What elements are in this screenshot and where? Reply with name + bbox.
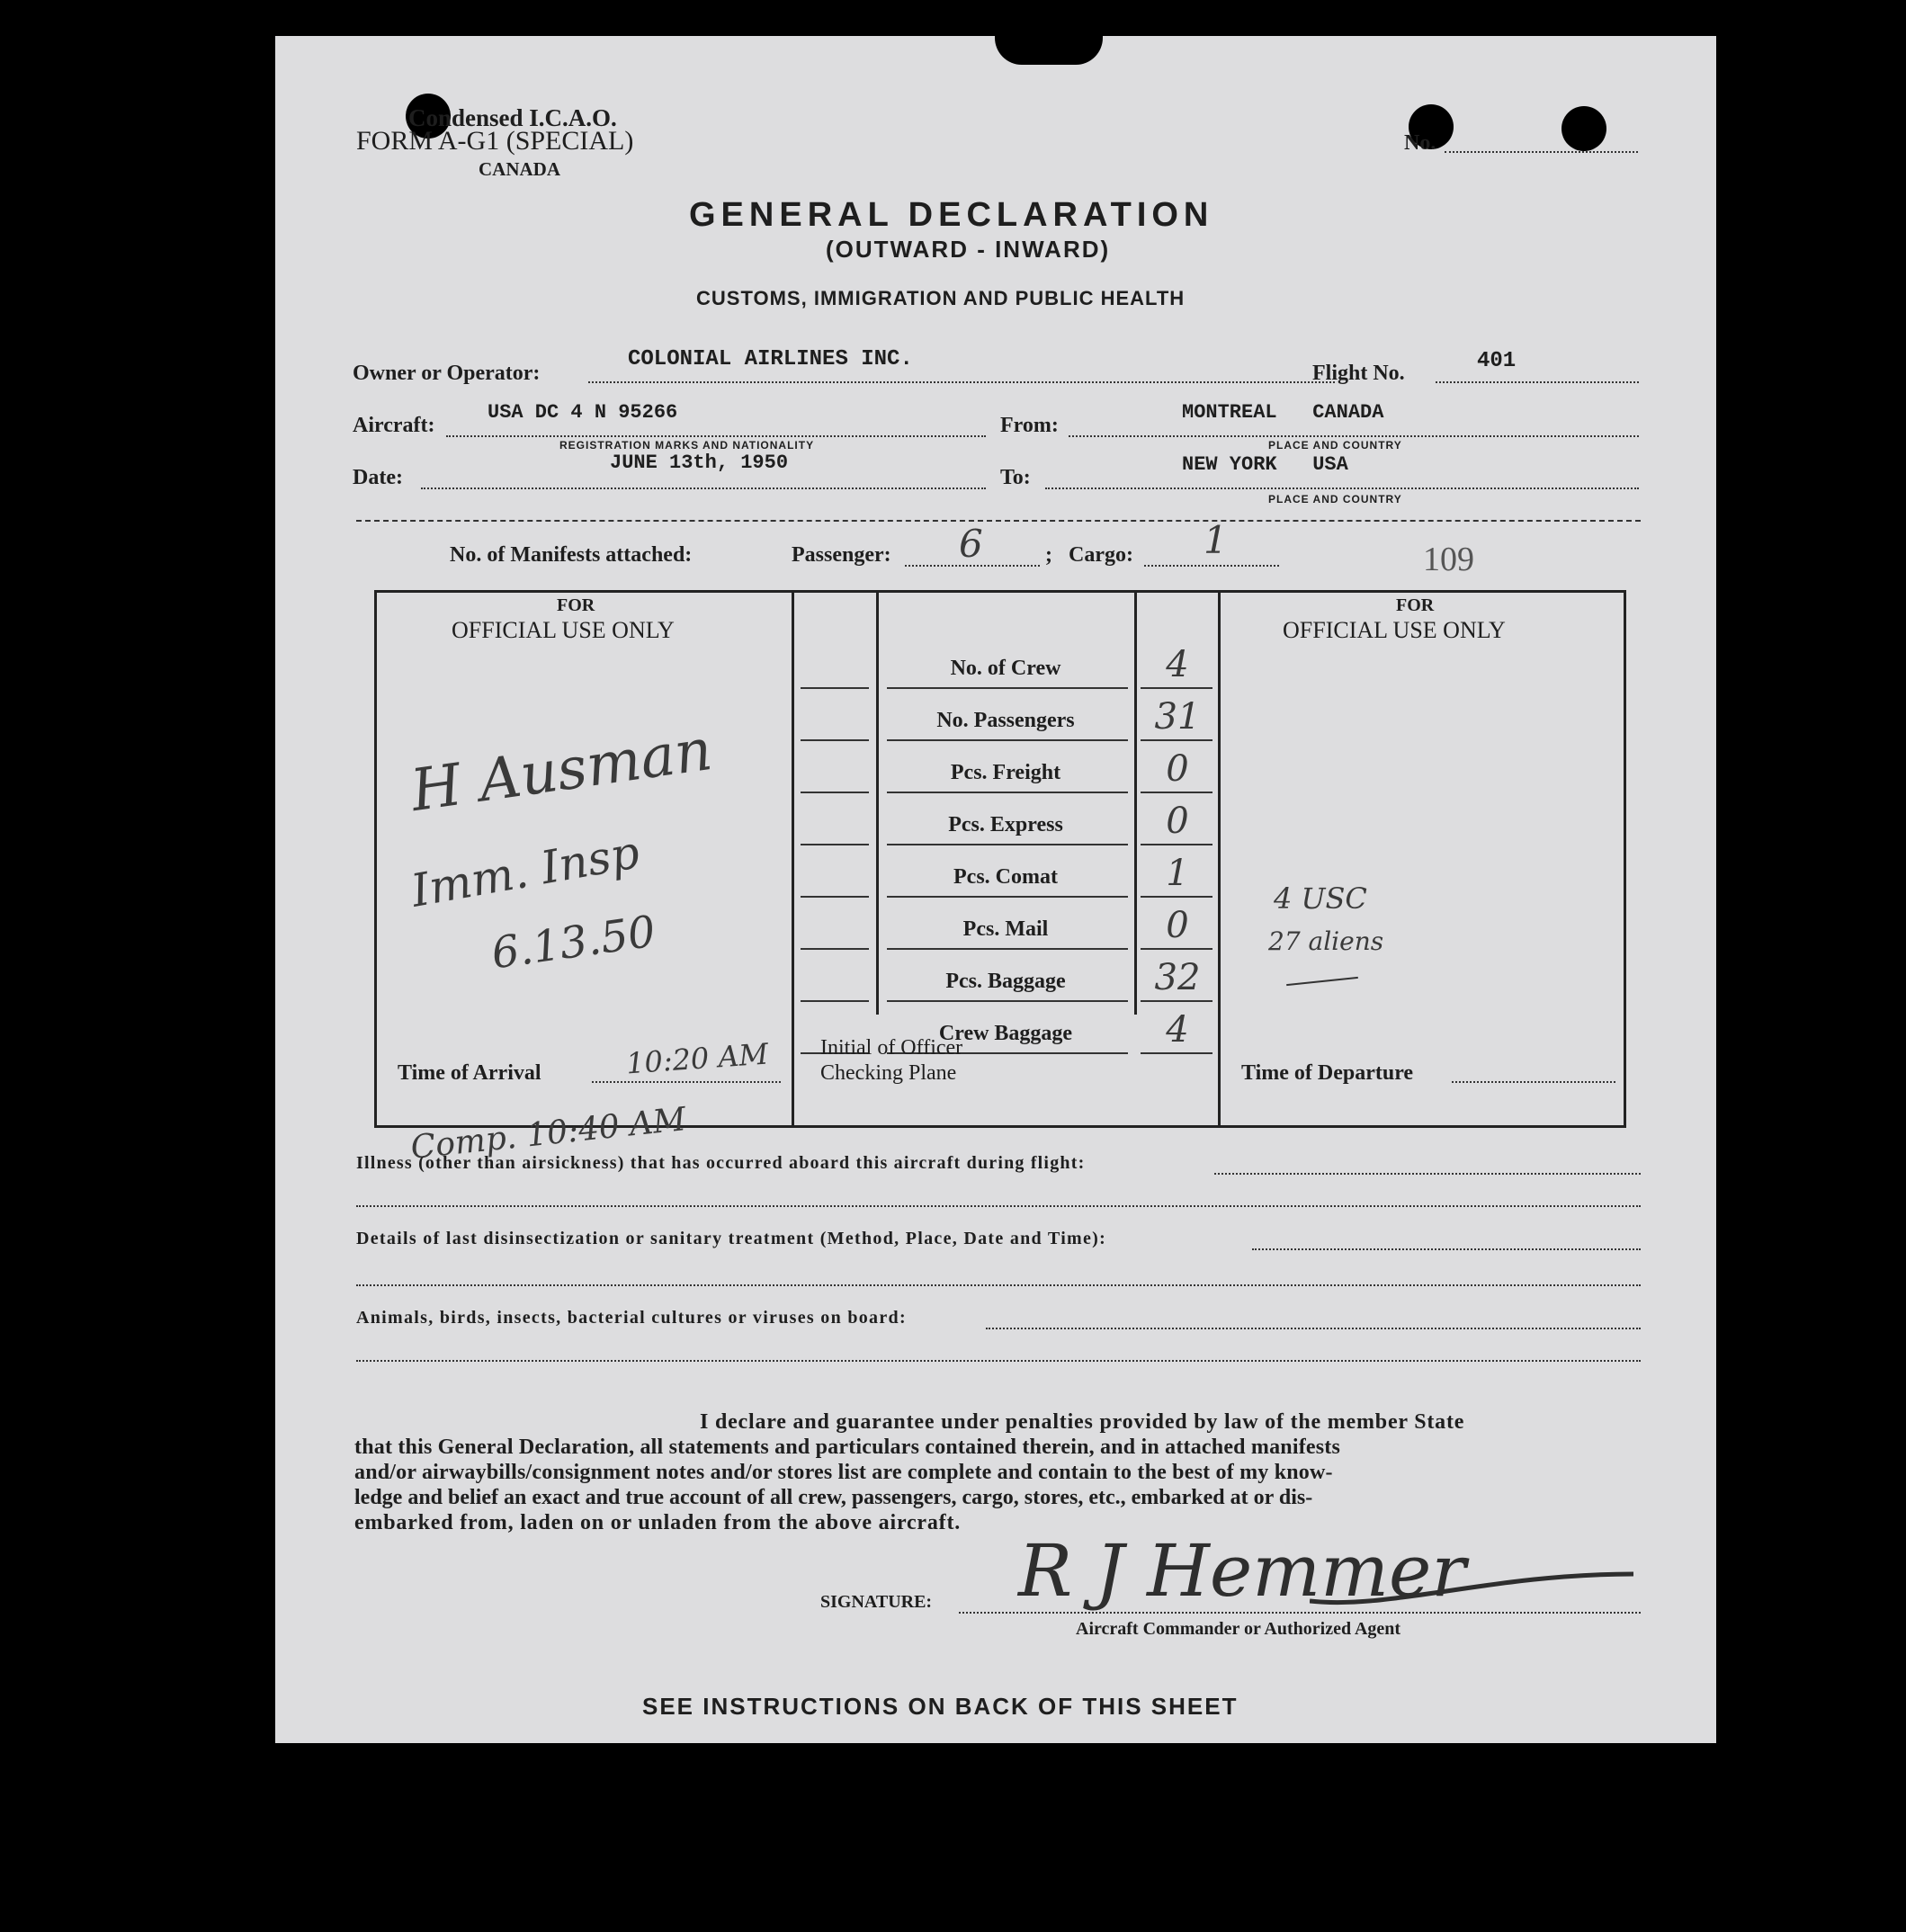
date-value: JUNE 13th, 1950 <box>610 452 789 474</box>
initial-officer-line2: Checking Plane <box>820 1061 957 1085</box>
count-row-rule-right <box>1141 1052 1213 1054</box>
punch-hole-right <box>1561 106 1606 151</box>
owner-value: COLONIAL AIRLINES INC. <box>628 347 913 371</box>
illness-line-1 <box>1214 1173 1641 1175</box>
signature-label: SIGNATURE: <box>820 1592 933 1612</box>
left-official-label: OFFICIAL USE ONLY <box>452 617 675 643</box>
disinsectization-line-1 <box>1252 1248 1641 1250</box>
manifests-label: No. of Manifests attached: <box>450 543 693 567</box>
count-row-value: 4 <box>1166 1009 1189 1051</box>
count-row-rule-left <box>801 844 869 845</box>
count-row-value: 4 <box>1166 644 1189 685</box>
count-row-rule-right <box>1141 687 1213 689</box>
count-row-label: Pcs. Mail <box>962 917 1049 941</box>
table-divider-4 <box>1218 592 1221 1126</box>
manifest-separator: ; <box>1045 543 1052 567</box>
disinsectization-question: Details of last disinsectization or sanitary treatment (Method, Place, Date and Time): <box>356 1229 1107 1248</box>
departure-time-line <box>1452 1081 1615 1083</box>
owner-label: Owner or Operator: <box>353 362 541 385</box>
count-row-rule-right <box>1141 896 1213 898</box>
count-row-value: 31 <box>1154 696 1201 738</box>
form-header-line2: FORM A-G1 (SPECIAL) <box>356 126 634 156</box>
manifest-cargo-label: Cargo: <box>1069 543 1133 567</box>
count-row-label: Crew Baggage <box>938 1022 1073 1045</box>
count-row-label: No. of Crew <box>950 657 1061 680</box>
flight-number-value: 401 <box>1477 349 1517 373</box>
count-row-rule-left <box>801 792 869 793</box>
completion-time-note: Comp. 10:40 AM <box>408 1101 688 1167</box>
officer-signature-note: H Ausman <box>407 716 717 826</box>
form-header-line1: Condensed I.C.A.O. <box>408 104 617 131</box>
count-row-rule-right <box>1141 1000 1213 1002</box>
aircraft-label: Aircraft: <box>353 414 435 437</box>
count-row-rule-left <box>801 739 869 741</box>
date-line <box>421 487 986 489</box>
animals-line-1 <box>986 1328 1641 1329</box>
aircraft-value: USA DC 4 N 95266 <box>488 401 678 424</box>
aircraft-line <box>446 435 986 437</box>
manifest-cargo-value: 1 <box>1204 518 1228 562</box>
count-row-value: 0 <box>1166 748 1189 790</box>
count-row-label: Pcs. Comat <box>953 865 1058 889</box>
illness-line-2 <box>356 1205 1641 1207</box>
signature-flourish <box>1310 1556 1642 1619</box>
to-value: NEW YORK USA <box>1182 453 1348 476</box>
count-row-rule <box>887 948 1128 950</box>
arrival-time-label: Time of Arrival <box>398 1061 541 1085</box>
aircraft-caption: REGISTRATION MARKS AND NATIONALITY <box>559 439 815 452</box>
header-divider <box>356 520 1641 522</box>
flight-number-label: Flight No. <box>1312 362 1405 385</box>
count-row-label: Pcs. Express <box>948 813 1063 836</box>
count-row-rule-left <box>801 896 869 898</box>
count-row-rule <box>887 1000 1128 1002</box>
to-caption: PLACE AND COUNTRY <box>1268 493 1402 505</box>
declaration-line-1: I declare and guarantee under penalties provided by law of the member State <box>700 1410 1465 1434</box>
arrival-time-line <box>592 1081 781 1083</box>
left-official-for: FOR <box>557 595 595 615</box>
form-sheet <box>275 36 1716 1743</box>
illness-question: Illness (other than airsickness) that has occurred aboard this aircraft during flight: <box>356 1153 1086 1173</box>
count-row-rule-right <box>1141 739 1213 741</box>
declaration-line-3: and/or airwaybills/consignment notes and/or stores list are complete and contain to the best of my know- <box>354 1461 1333 1484</box>
count-row-rule-right <box>1141 792 1213 793</box>
animals-line-2 <box>356 1360 1641 1362</box>
officer-date-note: 6.13.50 <box>488 906 659 979</box>
disinsectization-line-2 <box>356 1284 1641 1286</box>
departure-time-label: Time of Departure <box>1241 1061 1414 1085</box>
count-row-rule <box>887 687 1128 689</box>
signature-caption: Aircraft Commander or Authorized Agent <box>1076 1619 1401 1639</box>
manifest-cargo-line <box>1144 565 1279 567</box>
torn-notch <box>995 36 1103 65</box>
manifest-passenger-label: Passenger: <box>792 543 891 567</box>
count-row-rule <box>887 844 1128 845</box>
count-row-rule-right <box>1141 948 1213 950</box>
form-header-country: CANADA <box>479 158 560 180</box>
right-note-aliens: 27 aliens <box>1268 926 1384 956</box>
form-number-label: No. <box>1404 131 1436 155</box>
stamp-number: 109 <box>1423 541 1474 578</box>
instructions-footer: SEE INSTRUCTIONS ON BACK OF THIS SHEET <box>642 1693 1239 1720</box>
count-row-rule-left <box>801 1000 869 1002</box>
count-row-rule <box>887 739 1128 741</box>
count-row-value: 1 <box>1166 853 1189 894</box>
count-row-label: Pcs. Freight <box>950 761 1061 784</box>
count-row-label: No. Passengers <box>936 709 1075 732</box>
form-number-line <box>1445 151 1638 153</box>
table-divider-2 <box>876 592 879 1015</box>
date-label: Date: <box>353 466 403 489</box>
table-divider-1 <box>792 592 794 1126</box>
to-line <box>1045 487 1639 489</box>
to-label: To: <box>1000 466 1031 489</box>
manifest-passenger-value: 6 <box>959 522 983 566</box>
declaration-line-5: embarked from, laden on or unladen from the above aircraft. <box>354 1511 962 1534</box>
count-row-value: 0 <box>1166 801 1189 842</box>
count-row-rule-left <box>801 948 869 950</box>
page-subtitle-departments: CUSTOMS, IMMIGRATION AND PUBLIC HEALTH <box>696 287 1186 309</box>
count-row-rule-right <box>1141 844 1213 845</box>
animals-question: Animals, birds, insects, bacterial cultures or viruses on board: <box>356 1308 907 1328</box>
right-note-usc: 4 USC <box>1274 881 1367 916</box>
officer-title-note: Imm. Insp <box>407 826 644 917</box>
from-value: MONTREAL CANADA <box>1182 401 1384 424</box>
page-subtitle-direction: (OUTWARD - INWARD) <box>826 236 1111 263</box>
owner-line <box>588 381 1335 383</box>
count-row-rule-left <box>801 687 869 689</box>
declaration-line-2: that this General Declaration, all statements and particulars contained therein, and in attached manifests <box>354 1436 1341 1459</box>
page-title: GENERAL DECLARATION <box>689 196 1214 234</box>
count-row-value: 0 <box>1166 905 1189 946</box>
arrival-time-value: 10:20 AM <box>624 1036 770 1081</box>
flight-number-line <box>1436 381 1639 383</box>
from-label: From: <box>1000 414 1059 437</box>
count-row-rule <box>887 792 1128 793</box>
count-row-label: Pcs. Baggage <box>945 970 1066 993</box>
from-line <box>1069 435 1639 437</box>
from-caption: PLACE AND COUNTRY <box>1268 439 1402 452</box>
count-row-rule <box>887 896 1128 898</box>
initial-officer-line1: Initial of Officer <box>820 1036 963 1060</box>
count-row-value: 32 <box>1154 957 1201 998</box>
right-official-for: FOR <box>1396 595 1435 615</box>
signature-handwritten: R J Hemmer <box>1018 1529 1466 1613</box>
right-official-label: OFFICIAL USE ONLY <box>1283 617 1506 643</box>
declaration-line-4: ledge and belief an exact and true account of all crew, passengers, cargo, stores, etc., embarked at or dis- <box>354 1486 1313 1509</box>
